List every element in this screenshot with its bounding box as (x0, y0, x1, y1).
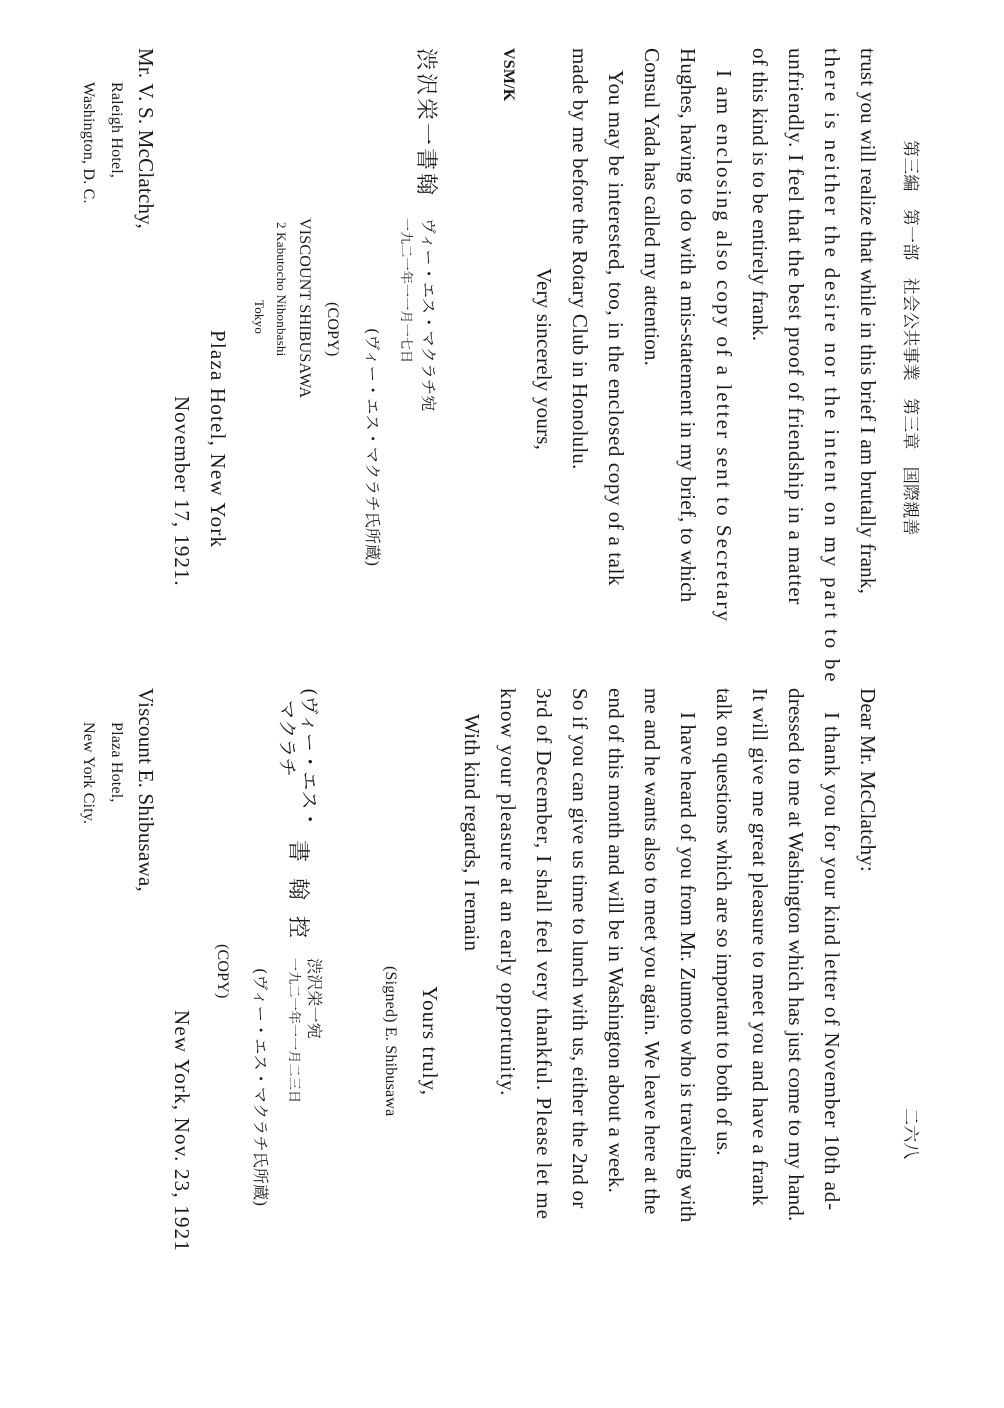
salutation: Dear Mr. McClatchy: (856, 688, 880, 873)
body-line: I have heard of you from Mr. Zumoto who is traveling with (676, 712, 700, 1223)
letterhead-city: Tokyo (252, 300, 267, 335)
body-line: I thank you for your kind letter of November 10th ad- (820, 712, 844, 1212)
date-line: 一九二一年一一月二三日 (286, 958, 301, 1104)
body-line: 3rd of December, I shall feel very thankful. Please let me (532, 688, 556, 1220)
addressee-city: Washington, D. C. (80, 82, 97, 204)
body-line: talk on questions which are so important to both of us. (712, 688, 736, 1156)
body-line: I am enclosing also copy of a letter sent to Secretary (712, 70, 736, 624)
body-line: me and he wants also to meet you again. We leave here at the (640, 688, 664, 1215)
body-line: Hughes, having to do with a mis-statement in my brief, to which (676, 48, 700, 603)
body-line: made by me before the Rotary Club in Honolulu. (568, 48, 592, 470)
section-heading: 渋沢栄一書翰 (413, 48, 438, 199)
addressee-name: Viscount E. Shibusawa, (134, 688, 158, 892)
running-title: 第三編 第一部 社会公共事業 第三章 国際親善 (900, 140, 920, 536)
letter-place-date: New York, Nov. 23, 1921 (170, 1010, 194, 1253)
body-line: unfriendly. I feel that the best proof of friendship in a matter (784, 48, 808, 606)
body-line: know your pleasure at an early opportunity. (496, 688, 520, 1097)
body-line: Consul Yada has called my attention. (640, 48, 664, 367)
source-note: (ヴィー・エス・マクラチ氏所蔵) (363, 328, 382, 567)
section-heading-part: マクラチ (276, 700, 298, 777)
body-line: of this kind is to be entirely frank. (748, 48, 772, 342)
body-line: It will give me great pleasure to meet you and have a frank (748, 688, 772, 1207)
section-heading-part: (ヴィー・エス・ (298, 688, 320, 829)
letterhead-address: 2 Kabutocho Nihonbashi (274, 222, 289, 357)
addressee-city: New York City. (80, 722, 97, 825)
copy-label: (COPY) (324, 302, 341, 357)
section-heading-part: 書翰控 (285, 840, 310, 955)
body-line: trust you will realize that while in this brief I am brutally frank, (856, 48, 880, 595)
regards: With kind regards, I remain (460, 714, 484, 952)
letter-date: November 17, 1921. (170, 396, 194, 587)
closing: Very sincerely yours, (532, 268, 556, 451)
yours-truly: Yours truly, (418, 986, 442, 1097)
letter-place: Plaza Hotel, New York (206, 330, 230, 549)
body-line: You may be interested, too, in the enclosed copy of a talk (604, 70, 628, 587)
body-line: dressed to me at Washington which has just come to my hand. (784, 688, 808, 1222)
body-line: So if you can give us time to lunch with us, either the 2nd or (568, 688, 592, 1209)
body-line: end of this month and will be in Washington about a week. (604, 688, 628, 1194)
copy-label: (COPY) (214, 944, 231, 999)
addressee-hotel: Raleigh Hotel, (108, 82, 125, 179)
initials: VSM/K (500, 48, 517, 102)
date-line: 一九二一年一一月一七日 (398, 218, 413, 364)
addressee-name: Mr. V. S. McClatchy, (134, 48, 158, 229)
recipient-line: ヴィー・エス・マクラチ宛 (419, 218, 438, 412)
page-number: 二六八 (900, 1108, 920, 1160)
letterhead-name: VISCOUNT SHIBUSAWA (296, 218, 313, 399)
addressee-hotel: Plaza Hotel, (108, 722, 125, 803)
recipient-line: 渋沢栄一宛 (305, 958, 324, 1040)
body-line: there is neither the desire nor the intent on my part to be (820, 48, 844, 685)
signed: (Signed) E. Shibusawa (382, 966, 399, 1117)
source-note: (ヴィー・エス・マクラチ氏所蔵) (251, 968, 270, 1207)
